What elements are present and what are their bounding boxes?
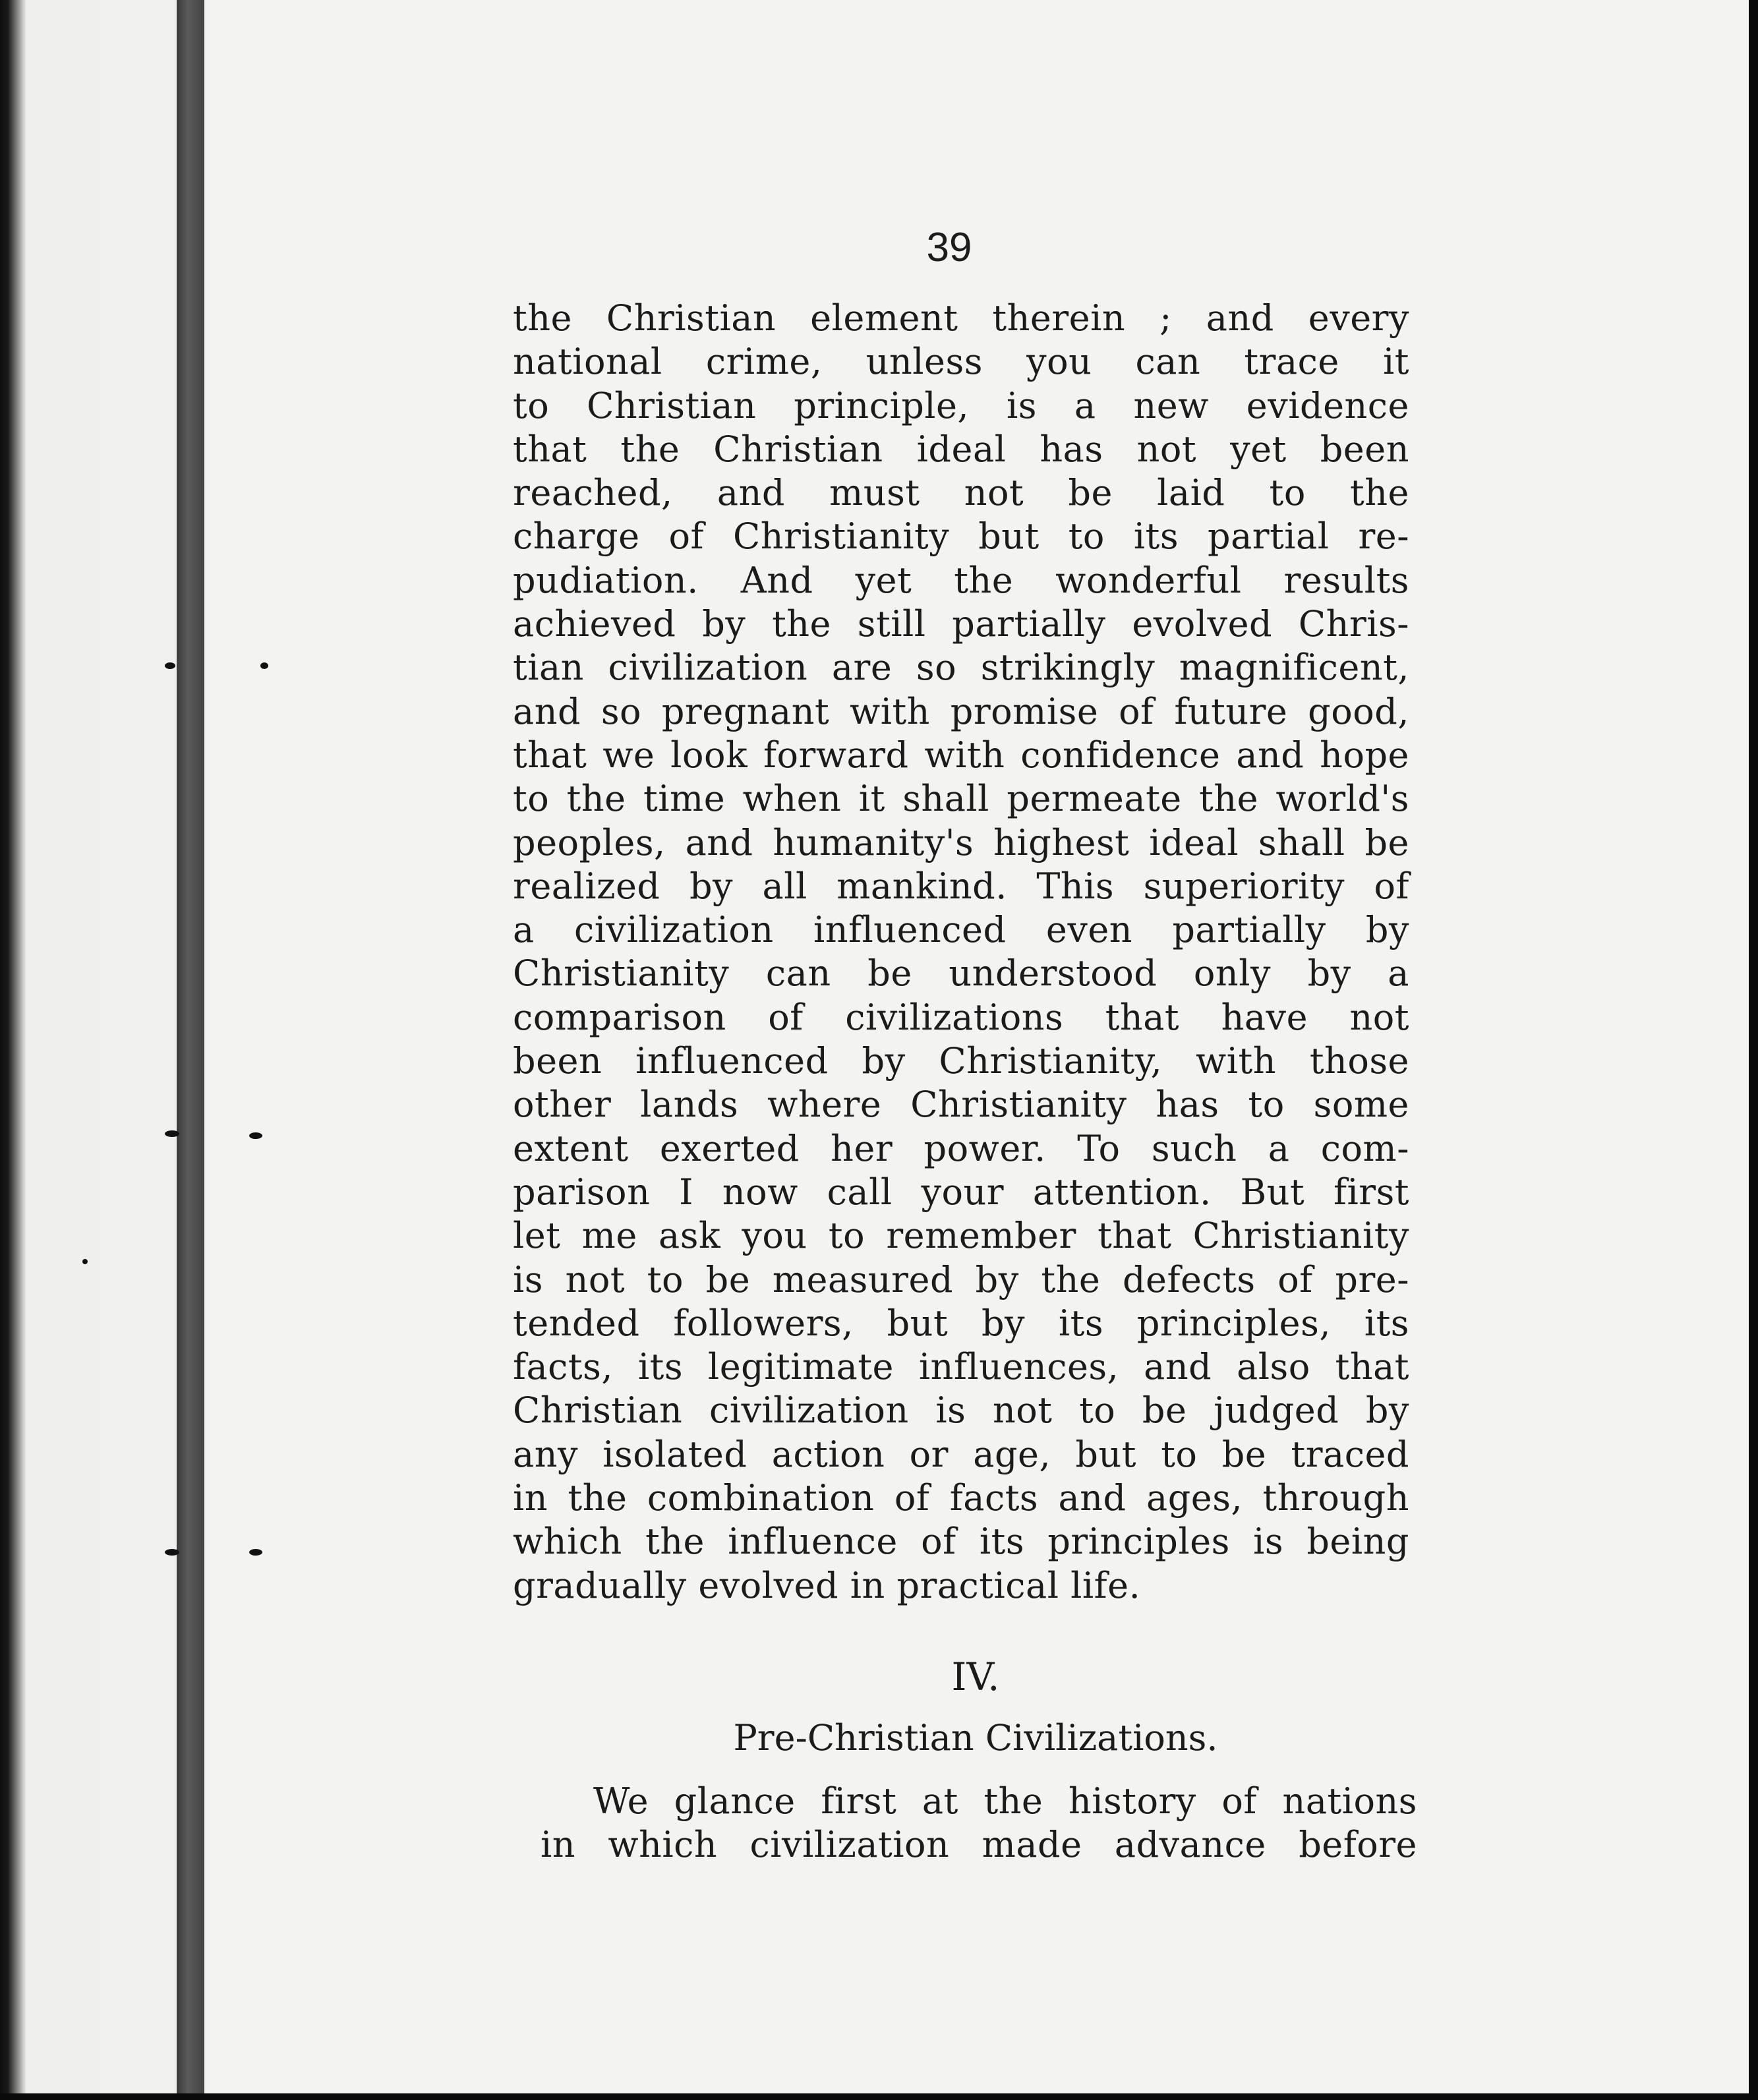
section-title: Pre-Christian Civilizations.: [733, 1717, 1218, 1759]
margin-speck: [82, 1259, 88, 1264]
text-line: parison I now call your attention. But first: [513, 1171, 1409, 1213]
text-line: pudiation. And yet the wonderful results: [513, 559, 1409, 601]
margin-speck: [260, 662, 268, 669]
text-line: to the time when it shall permeate the world's: [513, 778, 1409, 820]
text-line: that we look forward with confidence and hope: [513, 734, 1409, 776]
margin-speck: [249, 1132, 262, 1139]
text-line: let me ask you to remember that Christianity: [513, 1215, 1409, 1257]
text-line: is not to be measured by the defects of pre-: [513, 1258, 1409, 1300]
body-text: [513, 297, 1409, 1608]
text-line: in which civilization made advance before: [541, 1824, 1417, 1866]
page-number: 39: [926, 225, 972, 270]
section-body-text: [541, 1780, 1417, 1867]
text-line: reached, and must not be laid to the: [513, 472, 1409, 514]
text-line: tended followers, but by its principles, its: [513, 1302, 1409, 1344]
text-line: a civilization influenced even partially by: [513, 909, 1409, 951]
text-line: the Christian element therein ; and every: [513, 297, 1409, 339]
text-line: extent exerted her power. To such a com-: [513, 1127, 1409, 1169]
text-line: Christianity can be understood only by a: [513, 952, 1409, 995]
text-line: We glance first at the history of nations: [593, 1780, 1417, 1822]
text-line: which the influence of its principles is being: [513, 1521, 1409, 1563]
margin-speck: [165, 1549, 179, 1556]
text-line: peoples, and humanity's highest ideal shall be: [513, 821, 1409, 863]
left-margin-shadow: [0, 0, 178, 2100]
text-line: other lands where Christianity has to some: [513, 1084, 1409, 1126]
bottom-scan-border: [0, 2093, 1758, 2100]
binding-edge: [177, 0, 204, 2100]
text-line: Christian civilization is not to be judged by: [513, 1389, 1409, 1432]
text-line: to Christian principle, is a new evidence: [513, 384, 1409, 426]
margin-speck: [249, 1549, 262, 1556]
text-line: been influenced by Christianity, with those: [513, 1040, 1409, 1082]
text-line: achieved by the still partially evolved Chris-: [513, 603, 1409, 645]
margin-speck: [165, 662, 175, 669]
text-line: that the Christian ideal has not yet been: [513, 428, 1409, 470]
section-number: IV.: [951, 1654, 1000, 1699]
text-line: realized by all mankind. This superiority of: [513, 865, 1409, 907]
text-line: facts, its legitimate influences, and also that: [513, 1346, 1409, 1388]
right-scan-border: [1749, 0, 1758, 2100]
text-line: any isolated action or age, but to be traced: [513, 1433, 1409, 1475]
text-line: comparison of civilizations that have not: [513, 996, 1409, 1038]
text-line: tian civilization are so strikingly magnificent,: [513, 647, 1409, 689]
text-line: gradually evolved in practical life.: [513, 1564, 1141, 1606]
text-line: in the combination of facts and ages, through: [513, 1477, 1409, 1519]
text-line: charge of Christianity but to its partial re-: [513, 515, 1409, 558]
margin-speck: [165, 1130, 179, 1137]
text-line: national crime, unless you can trace it: [513, 341, 1409, 383]
text-line: and so pregnant with promise of future good,: [513, 690, 1409, 732]
